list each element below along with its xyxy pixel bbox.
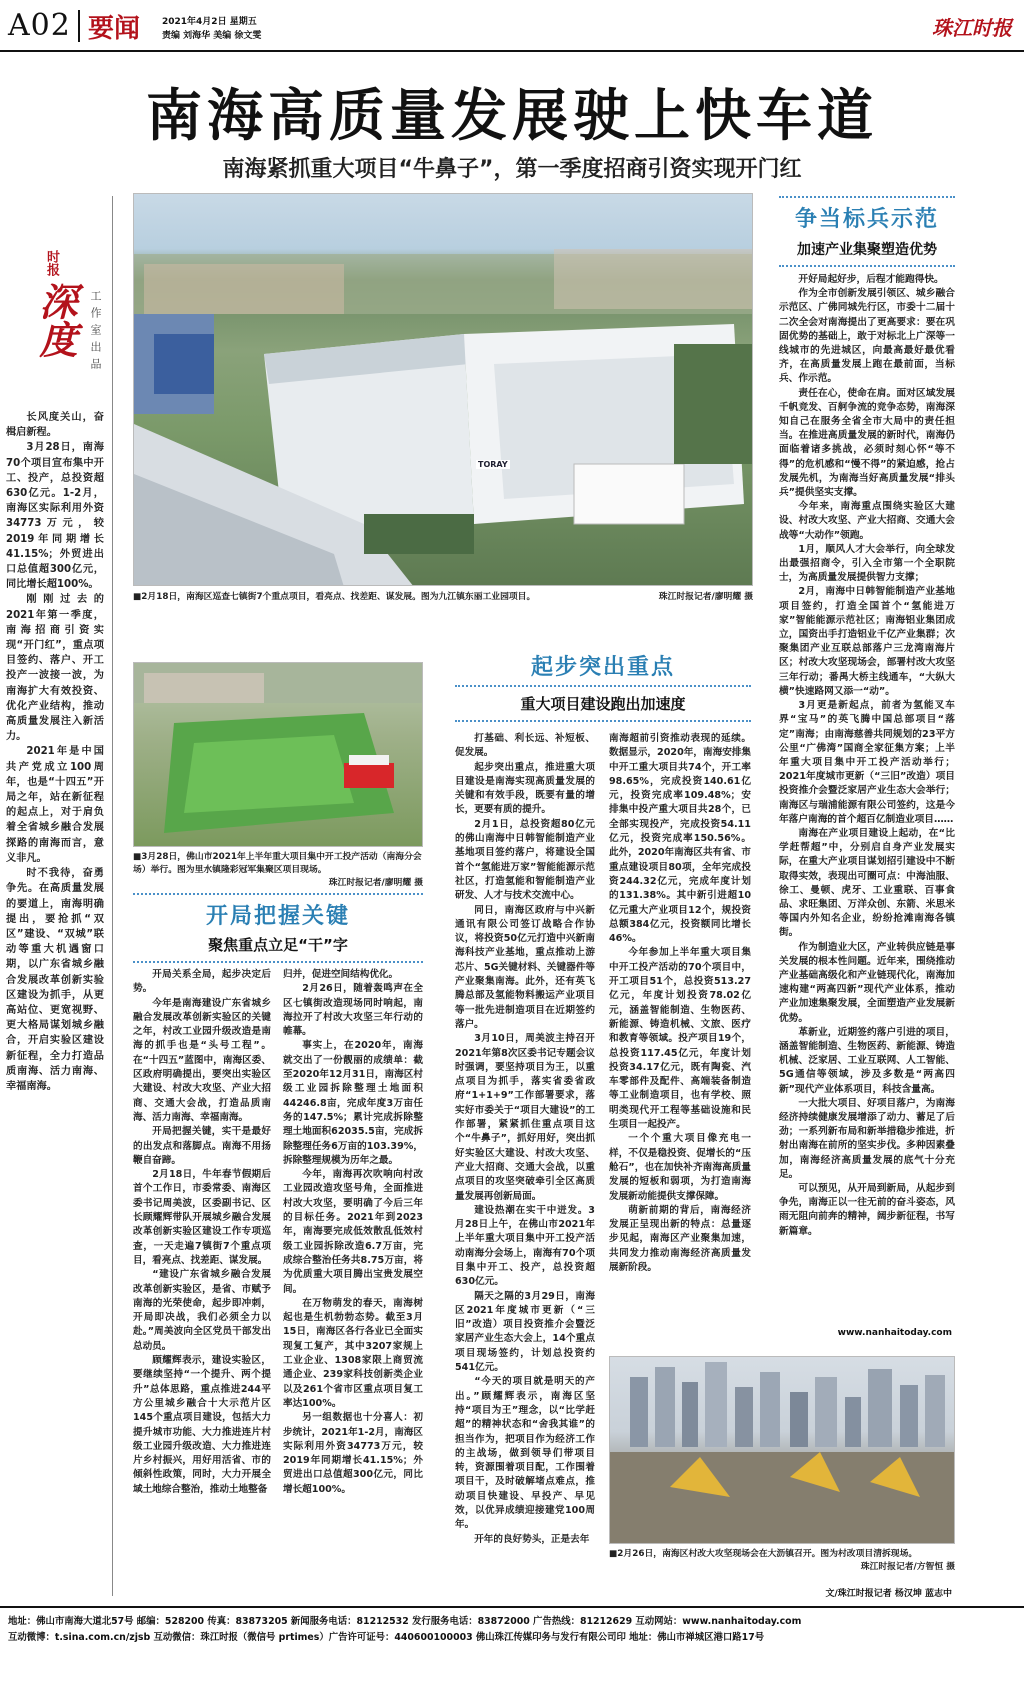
section-left-title: 开局把握关键 xyxy=(205,904,350,929)
badge-small: 时报 xyxy=(44,250,59,276)
body-para: 今年是南海建设广东省城乡融合发展改革创新实验区的关键之年，村改工业园升级改造是南海的抓手也是“头号工程”。在“十四五”蓝图中，南海区委、区政府明确提出，要突出实验区大建设、村改大攻坚、产业大招商、交通大会战，打造品质南海、活力南海、幸福南海。 xyxy=(133,997,271,1123)
deep-report-badge xyxy=(28,250,78,370)
body-para: 责任在心，使命在肩。面对区域发展千帆竞发、百舸争流的竞争态势，南海深知自己在服务全省全市大局中的责任担当。在推进高质量发展的新时代，南海仍面临着诸多挑战，必须时刻心怀“等不得”的危机感和“慢不得”的紧迫感，抢占发展先机，为南海当好高质量发展“排头兵”提供坚实支撑。 xyxy=(779,387,955,499)
body-para: 南海超前引资推动表现的延续。数据显示，2020年，南海安排集中开工重大项目共74个，开工率98.65%，完成投资140.61亿元，投资完成率109.48%；安排集中投产重大项目共28个，已全部实现投产，完成投资54.11亿元，投资完成率150.56%。此外，2020年南海区共有省、市重点建设项目80项，全年完成投资244.32亿元，完成年度计划的131.38%。其中新引进超10亿元重大产业项目12个，规投资总额384亿元，投资额同比增长46%。 xyxy=(609,733,751,945)
photo-illustration xyxy=(134,194,753,586)
photo-factory-aerial xyxy=(133,193,753,586)
sidebar-para: 3月28日，南海70个项目宣布集中开工、投产，总投资超630亿元。1-2月，南海区实际利用外资34773万元，较2019年同期增长41.15%；外贸进出口总值超300亿元，同比增长超100%。 xyxy=(6,442,104,591)
section-mid-rule xyxy=(455,685,751,687)
section-label: 要闻 xyxy=(88,14,141,44)
section-right-title: 争当标兵示范 xyxy=(794,207,939,232)
section-right-subtitle: 加速产业集聚塑造优势 xyxy=(797,242,937,258)
sidebar-para: 时不我待，奋勇争先。在高质量发展的要道上，南海明确提出，要抢抓“双区”建设、“双城”联动等重大机遇窗口期，以广东省城乡融合发展改革创新实验区建设为抓手，从更高站位、更宽视野、更大格局谋划城乡融合，开启实验区建设新征程，全力打造品质南海、活力南海、幸福南海。 xyxy=(6,868,104,1092)
body-para: 打基础、利长远、补短板、促发展。 xyxy=(455,733,595,759)
byline: 文/珠江时报记者 杨汉坤 蓝志中 xyxy=(825,1589,952,1599)
photo-event-site xyxy=(133,662,423,847)
section-mid-col1 xyxy=(455,732,595,1547)
photo-demolition-site xyxy=(609,1356,955,1544)
badge-big: 深度 xyxy=(33,282,78,358)
photo-illustration xyxy=(610,1357,955,1544)
section-right-text xyxy=(779,273,955,1239)
body-para: 2月26日，随着轰鸣声在全区七镇街改造现场同时响起，南海拉开了村改大攻坚三年行动的帷幕。 xyxy=(283,983,423,1038)
body-para: 今年参加上半年重大项目集中开工投产活动的70个项目中，开工项目51个，总投资513.27亿元，年度计划投资78.02亿元，涵盖智能制造、生物医药、新能源、铸造机械、文旅、医疗和教育等领域。投产项目19个，总投资117.45亿元，年度计划投资34.17亿元，既有陶瓷、汽车零部件及配件、高端装备制造等工业制造项目，也有学校、照明类现代开工程等基础设施和民生项目一起投产。 xyxy=(609,947,751,1131)
website[interactable]: www.nanhaitoday.com xyxy=(837,1328,952,1338)
body-para: 顾耀辉表示，建设实验区，要继续坚持“一个提升、两个提升”总体思路，重点推进244平方公里城乡融合十大示范片区145个重点项目建设，包括大力提升城市功能、大力推进连片村级工业园升级改造、大力推进连片乡村振兴，用好用活省、市的倾斜性政策，同时，大力开展全域土地综合整治，推动土地整备 xyxy=(133,1355,271,1495)
body-para: 在万物萌发的春天，南海树起也是生机勃勃态势。截至3月15日，南海区各行各业已全面实现复工复产，其中3207家规上工业企业、1308家限上商贸流通企业、239家科技创新类企业以及261个省市区重点项目复工率达100%。 xyxy=(283,1297,423,1409)
body-para: 2月18日，牛年春节假期后首个工作日，市委常委、南海区委书记周美波，区委副书记、区长顾耀辉带队开展城乡融合发展改革创新实验区建设工作专项巡查，一天走遍7镇街7个重点项目，看亮点、找差距、谋发展。 xyxy=(133,1169,271,1266)
body-para: 革新业，近期签约落户引进的项目，涵盖智能制造、生物医药、新能源、铸造机械、泛家居、工业互联网、人工智能、5G通信等领域，涉及多数是“两高四新”现代产业体系项目，科技含量高。 xyxy=(779,1026,955,1095)
body-para: 南海在产业项目建设上起动，在“比学赶帮超”中，分别启自身产业发展实际，在重大产业项目谋划招引建设中不断取得实效，表现出可圈可点：中海油服、徐工、曼顿、虎牙、工业重联、百事食品、求旺集团、万洋众创、东箭、米思米等国内外知名企业，纷纷抢滩南海各镇街。 xyxy=(779,827,955,939)
photo1-caption xyxy=(133,591,753,604)
caption-text: ■2月26日，南海区村改大攻坚现场会在大沥镇召开。图为村改项目清拆现场。 xyxy=(609,1549,918,1559)
body-para: 开局把握关键，实干是最好的出发点和落脚点。南海不用扬鞭自奋蹄。 xyxy=(133,1126,271,1166)
footer-rule xyxy=(0,1606,1024,1608)
body-para: 建设热潮在实干中迸发。3月28日上午，在佛山市2021年上半年重大项目集中开工投产活动南海分会场上，南海有70个项目集中开工、投产，总投资超630亿元。 xyxy=(455,1204,595,1288)
sidebar-para: 2021年是中国共产党成立100周年，也是“十四五”开局之年，站在新征程的起点上，对于肩负着全省城乡融合发展探路的南海而言，意义非凡。 xyxy=(6,746,104,864)
sidebar-text xyxy=(6,410,104,1094)
footer-line-2: 互动微博：t.sina.com.cn/zjsb 互动微信：珠江时报（微信号 prtimes）广告许可证号：440600100003 佛山珠江传媒印务与发行有限公司印 地址：佛山市禅城区港口路17号 xyxy=(8,1632,765,1643)
section-left-rule-2 xyxy=(133,961,423,963)
photo-illustration xyxy=(134,663,423,847)
section-right xyxy=(779,196,955,1239)
body-para: 同日，南海区政府与中兴新通讯有限公司签订战略合作协议，将投资50亿元打造中兴新南海科技产业基地，重点推动上游芯片、5G关键材料、关键器件等产业聚集南海。此外，还有英飞腾总部及氢能物料搬运产业项目等一批先进制造项目在近期签约落户。 xyxy=(455,904,595,1030)
body-para: 3月10日，周美波主持召开2021年第8次区委书记专题会议时强调，要坚持项目为王，以重点项目为抓手，落实省委省政府“1+1+9”工作部署要求，落实好市委关于“项目大建设”的工作部署，紧紧抓住重点项目这个“牛鼻子”，抓好用好，突出抓好实验区大建设、村改大攻坚、产业大招商、交通大会战，以重点项目的攻坚突破牵引全区高质量发展再创新局面。 xyxy=(455,1033,595,1202)
body-para: “今天的项目就是明天的产出。”顾耀辉表示，南海区坚持“项目为王”理念，以“比学赶超”的精神状态和“舍我其谁”的担当作为，把项目作为经济工作的主战场，做到领导们带项目转，资源围着项目配，工作围着项目干，及时破解堵点难点，推动项目快建设、早投产、早见效，以优异成绩迎接建党100周年。 xyxy=(455,1376,595,1531)
body-para: 今年来，南海重点围绕实验区大建设、村改大攻坚、产业大招商、交通大会战等“大动作”领跑。 xyxy=(779,501,955,541)
section-left-col2 xyxy=(283,968,423,1497)
body-para: 另一组数据也十分喜人：初步统计，2021年1-2月，南海区实际利用外资34773万元，较2019年同期增长41.15%；外贸进出口总值超300亿元，同比增长超100%。 xyxy=(283,1412,423,1495)
body-para: 一个个重大项目像充电一样，不仅是稳投资、促增长的“压舱石”，也在加快补齐南海高质量发展的短板和弱项，为打造南海发展新动能提供支撑保障。 xyxy=(609,1133,751,1202)
date-line: 2021年4月2日 星期五 xyxy=(162,17,257,27)
body-para: 起步突出重点，推进重大项目建设是南海实现高质量发展的关键和有效手段，既要有量的增长，更要有质的提升。 xyxy=(455,761,595,816)
caption-credit: 珠江时报记者/廖明耀 摄 xyxy=(328,878,423,888)
body-para: 作为制造业大区，产业转供应链是事关发展的根本性问题。近年来，围绕推动产业基础高级化和产业链现代化，南海加速构建“两高四新”现代产业体系，推动产业加速集聚发展，全面塑造产业发展新优势。 xyxy=(779,941,955,1024)
sidebar-para: 刚刚过去的2021年第一季度，南海招商引资实现“开门红”，重点项目签约、落户、开工投产一波接一波，为南海扩大有效投资、优化产业结构，推动高质量发展注入新活力。 xyxy=(6,594,104,743)
body-para: 1月，顺风人才大会举行，向全球发出最强招商令，引入全市第一个全职院士，为高质量发展提供智力支撑； xyxy=(779,543,955,584)
body-para: “建设广东省城乡融合发展改革创新实验区，是省、市赋予南海的光荣使命，起步即冲刺，开局即决战，我们必须全力以赴。”周美波向全区党员干部发出总动员。 xyxy=(133,1269,271,1352)
vertical-label: 工作室出品 xyxy=(89,290,102,375)
section-right-rule xyxy=(779,196,955,198)
page-number: A02 xyxy=(8,8,71,43)
masthead xyxy=(0,0,1024,52)
body-para: 开年的良好势头，正是去年 xyxy=(474,1533,590,1545)
body-para: 隔天之隔的3月29日，南海区2021年度城市更新（“三旧”改造）项目投资推介会暨泛家居产业生态大会上，14个重点项目现场签约，计划总投资约541亿元。 xyxy=(455,1290,595,1374)
headline: 南海高质量发展驶上快车道 xyxy=(146,83,878,149)
body-para: 3月更是新起点，前者为氢能叉车界“宝马”的英飞腾中国总部项目“落定”南海；由南海慈善共同规划的23平方公里“广佛湾”国商全家征集方案；上半年重大项目集中开工投产活动举行；2021年度城市更新（“三旧”改造）项目投资推介会暨泛家居产业生态大会举行；南海区与瑞浦能源有限公司签约，这是今年落户南海的首个超百亿制造业项目…… xyxy=(779,700,955,825)
section-mid-col2 xyxy=(609,732,751,1275)
sidebar-divider xyxy=(112,196,113,1596)
body-para: 萌新前期的背后，南海经济发展正呈现出新的特点：总量逐步见起，南海区产业聚集加速，共同发力推动南海经济高质量发展新阶段。 xyxy=(609,1204,751,1273)
footer xyxy=(8,1614,1018,1646)
brand-logo: 珠江时报 xyxy=(932,16,1012,40)
header-rule xyxy=(0,50,1024,52)
body-para: 可以预见，从开局到新局，从起步到争先，南海正以一往无前的奋斗姿态，风雨无阻向前奔的精神，阔步新征程，书写新篇章。 xyxy=(779,1183,955,1237)
body-para: 归并，促进空间结构优化。 xyxy=(283,969,399,980)
section-left-rule xyxy=(133,893,423,895)
photo2-caption xyxy=(133,851,423,890)
caption-text: ■2月18日，南海区巡查七镇街7个重点项目，看亮点、找差距、谋发展。图为九江镇东丽工业园项目。 xyxy=(133,592,536,602)
subheadline: 南海紧抓重大项目“牛鼻子”，第一季度招商引资实现开门红 xyxy=(222,157,802,182)
body-para: 2月，南海中日韩智能制造产业基地项目签约，打造全国首个“氢能进万家”智能能源示范社区；南海铝业集团成立，国资出手打造铝业千亿产业集群；次聚集团产业互联总部落户三龙湾南海片区；村改大攻坚现场会，部署村改大攻坚三年行动；番禺大桥主线通车，“大纵大横”快速路网又添一“动”。 xyxy=(779,586,955,697)
photo3-caption xyxy=(609,1548,955,1574)
body-para: 开局关系全局，起步决定后势。 xyxy=(133,969,271,995)
section-mid-title: 起步突出重点 xyxy=(530,655,675,680)
body-para: 事实上，在2020年，南海就交出了一份靓丽的成绩单：截至2020年12月31日，南海区村级工业园拆除整理土地面积44246.8亩，完成年度3万亩任务的147.5%；累计完成拆除整理土地面积62035.5亩，完成拆除整理任务6万亩的103.39%，拆除整理规模为历年之最。 xyxy=(283,1040,423,1166)
caption-text: ■3月28日，佛山市2021年上半年重大项目集中开工投产活动（南海分会场）举行。图为里水镇隆彩冠军集聚区项目现场。 xyxy=(133,852,422,875)
caption-credit: 珠江时报记者/廖明耀 摄 xyxy=(658,592,753,602)
section-mid-subtitle: 重大项目建设跑出加速度 xyxy=(520,695,686,713)
editors-line: 责编 刘海华 美编 徐文雯 xyxy=(162,31,262,41)
section-mid-header xyxy=(455,650,751,722)
body-para: 开好局起好步，后程才能跑得快。 xyxy=(798,274,944,285)
body-para: 作为全市创新发展引领区、城乡融合示范区、广佛同城先行区，市委十二届十二次全会对南海提出了更高要求：要在巩固优势的基础上，敢于对标北上广深等一线城市的先进城区，向最高最好最优看齐，在高质量发展上跑在最前面，当标兵、作示范。 xyxy=(779,288,955,385)
sidebar-para: 长风度关山，奋楫启新程。 xyxy=(6,412,104,439)
body-para: 今年，南海再次吹响向村改工业园改造攻坚号角，全面推进村改大攻坚，要明确了今后三年的目标任务。2021年到2023年，南海要完成低效散乱低效村级工业园拆除改造6.7万亩，完成综合整治任务共8.75万亩，将为优质重大项目腾出宝贵发展空间。 xyxy=(283,1169,423,1295)
section-right-rule-2 xyxy=(779,265,955,267)
body-para: 2月1日，总投资超80亿元的佛山南海中日韩智能制造产业基地项目签约落户，将建设全国首个“氢能进万家”智能能源示范社区，打造氢能和智能制造产业研发、人才与技术交流中心。 xyxy=(455,818,595,902)
caption-credit: 珠江时报记者/方智恒 摄 xyxy=(860,1562,955,1572)
section-left-header xyxy=(133,893,423,963)
sidebar xyxy=(6,200,108,1590)
section-left-subtitle: 聚焦重点立足“干”字 xyxy=(208,936,348,954)
body-para: 一大批大项目、好项目落户，为南海经济持续健康发展增添了动力、蓄足了后劲；一系列新布局和新举措稳步推进，折射出南海在前所的坚实步伐。多种因素叠加，南海经济高质量发展的底气十分充足。 xyxy=(779,1097,955,1180)
factory-sign: TORAY xyxy=(478,460,508,469)
page-divider xyxy=(78,10,80,42)
footer-line-1: 地址：佛山市南海大道北57号 邮编：528200 传真：83873205 新闻服务电话：81212532 发行服务电话：83872000 广告热线：81212629 互动网站：www.nanhaitoday.com xyxy=(8,1616,802,1627)
section-mid-rule-2 xyxy=(455,720,751,722)
section-left-col1 xyxy=(133,968,271,1497)
